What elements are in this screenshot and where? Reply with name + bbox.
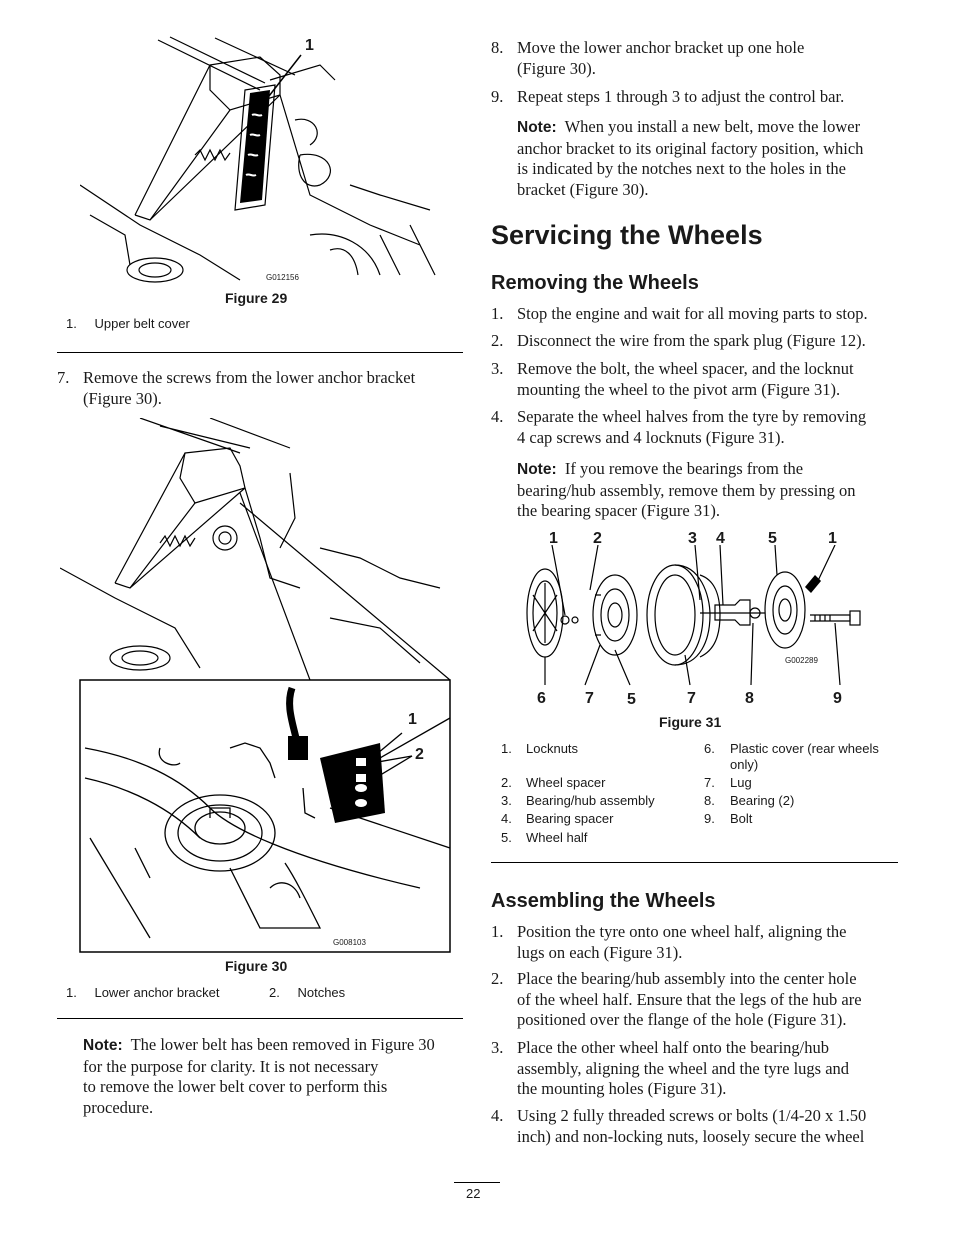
note-bearings: Note: If you remove the bearings from the bearing/hub assembly, remove them by pressing on the bearing spacer (Figure 31).: [517, 459, 856, 520]
legend-item: 1. Locknuts: [501, 741, 579, 756]
fig31-callout: 5: [627, 691, 636, 708]
legend-num: 1.: [66, 316, 77, 331]
step-text: Remove the screws from the lower anchor bracket (Figure 30).: [83, 368, 416, 408]
fig31-callout: 1: [549, 530, 558, 547]
step-text: Move the lower anchor bracket up one hole (Figure 30).: [517, 38, 805, 78]
figure-29-illustration: [80, 35, 440, 285]
legend-item: 9. Bolt: [704, 811, 753, 826]
fig31-callout: 4: [716, 530, 725, 547]
section-heading: Servicing the Wheels: [491, 220, 763, 250]
step-number: 8.: [491, 38, 504, 57]
page-number-rule: [454, 1182, 500, 1183]
fig30-legend-item: [66, 985, 219, 1001]
fig31-callout: 7: [687, 690, 696, 707]
figure-31-illustration: [515, 545, 875, 695]
step-text: Repeat steps 1 through 3 to adjust the control bar.: [517, 87, 845, 106]
fig31-callout: 5: [768, 530, 777, 547]
page-number: 22: [466, 1186, 481, 1201]
subsection-heading-removing: Removing the Wheels: [491, 272, 699, 294]
legend-num: 2.: [269, 985, 280, 1000]
step-number: 9.: [491, 87, 504, 106]
fig29-legend-item: [66, 316, 190, 332]
fig31-callout: 2: [593, 530, 602, 547]
divider: [57, 1018, 463, 1019]
fig31-code: G002289: [785, 656, 818, 665]
fig30-callout-1: 1: [408, 711, 417, 728]
fig30-caption: Figure 30: [225, 958, 288, 974]
legend-label: Upper belt cover: [94, 316, 190, 331]
note-label: Note:: [517, 119, 557, 136]
fig31-legend-right: [704, 741, 904, 829]
note-anchor-bracket: Note: When you install a new belt, move the lower anchor bracket to its original factory position, which is indicated by the notches next to the holes in the bracket (Figure 30).: [517, 117, 864, 199]
fig31-callout: 8: [745, 690, 754, 707]
note-label: Note:: [83, 1037, 123, 1054]
fig31-caption: Figure 31: [659, 714, 722, 730]
legend-item: 4. Bearing spacer: [501, 811, 614, 826]
divider: [57, 352, 463, 353]
legend-label: Lower anchor bracket: [94, 985, 220, 1000]
note-lower-belt: Note: The lower belt has been removed in Figure 30 for the purpose for clarity. It is not necessary to remove the lower belt cover to perform this procedure.: [83, 1035, 435, 1117]
fig31-callout: 3: [688, 530, 697, 547]
fig31-legend-left: [501, 741, 701, 848]
figure-30-illustration: [60, 418, 460, 958]
fig31-callout: 7: [585, 690, 594, 707]
fig30-legend-item: [269, 985, 345, 1001]
legend-item: 3. Bearing/hub assembly: [501, 793, 655, 808]
legend-item: 2. Wheel spacer: [501, 775, 606, 790]
fig31-callout: 6: [537, 690, 546, 707]
legend-num: 1.: [66, 985, 77, 1000]
fig31-callout: 1: [828, 530, 837, 547]
fig31-callout: 9: [833, 690, 842, 707]
legend-label: Notches: [297, 985, 346, 1000]
note-label: Note:: [517, 461, 557, 478]
legend-item: 7. Lug: [704, 775, 752, 790]
fig29-code: G012156: [266, 273, 299, 282]
fig30-callout-2: 2: [415, 746, 424, 763]
step-number: 7.: [57, 368, 70, 387]
divider: [491, 862, 898, 863]
fig29-caption: Figure 29: [225, 290, 288, 306]
legend-item: 5. Wheel half: [501, 830, 588, 845]
fig30-code: G008103: [333, 938, 366, 947]
fig29-callout-1: 1: [305, 37, 314, 54]
legend-item: 6. Plastic cover (rear wheels only): [704, 741, 879, 772]
legend-item: 8. Bearing (2): [704, 793, 795, 808]
subsection-heading-assembling: Assembling the Wheels: [491, 890, 716, 912]
